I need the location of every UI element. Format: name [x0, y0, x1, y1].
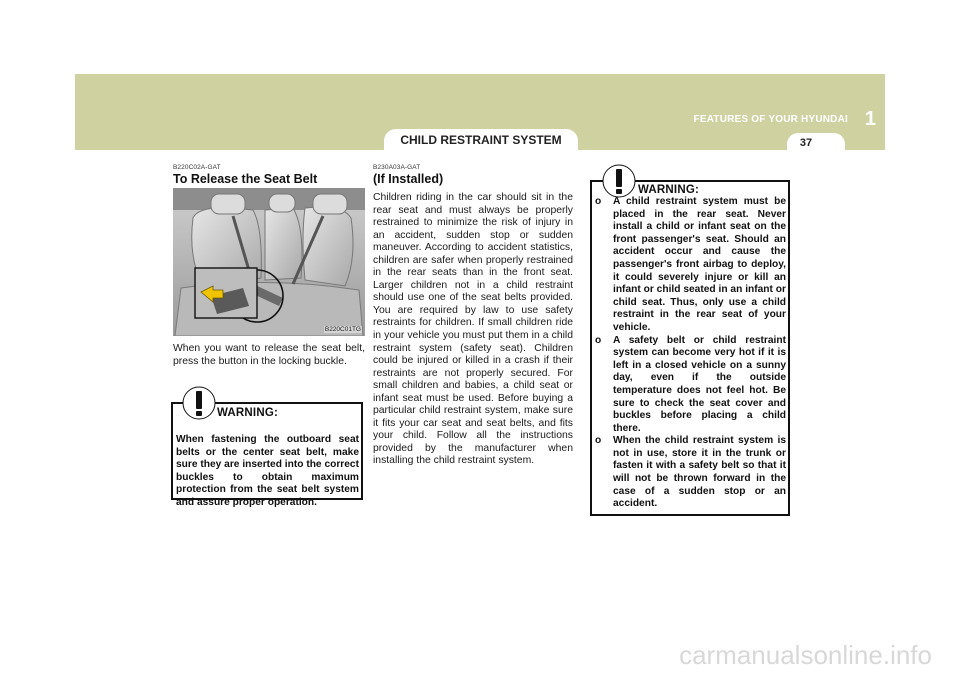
section-code: B220C02A-GAT [173, 164, 221, 171]
watermark [0, 640, 960, 671]
chapter-number: 1 [864, 108, 876, 130]
chapter-title: FEATURES OF YOUR HYUNDAI [693, 114, 848, 125]
right-warning-label: WARNING: [638, 184, 700, 196]
left-warning-text: When fastening the outboard seat belts or the center seat belt, make sure they are inserted into the correct buckles to obtain maximum protection from the seat belt system and assure proper operation. [176, 434, 359, 508]
image-code: B220C01TG [324, 326, 361, 333]
bullet: o [595, 196, 602, 207]
section-code: B230A03A-GAT [373, 164, 421, 171]
exclamation-icon [182, 386, 216, 420]
warning-list-item [595, 196, 786, 335]
child-restraint-text: Children riding in the car should sit in the rear seat and must always be properly restrained to minimize the risk of injury in an accident, sudden stop or sudden maneuver. According to accident statistics, children are safer when properly restrained in the rear seats than in the front seat. Larger children not in a child restraint should use one of the seat belts provided. You are required by law to use safety restraints for children. If small children ride in your vehicle you must put them in a child restraint system (safety seat). Children could be injured or killed in a crash if their restraints are not properly secured. For small children and babies, a child seat or infant seat must be used. Before buying a particular child restraint system, make sure it fits your car seat and seat belts, and fits your child. Follow all the instructions provided by the manufacturer when installing the child restraint system. [373, 192, 573, 467]
left-warning-label: WARNING: [217, 407, 279, 419]
middle-column-header [373, 164, 573, 186]
bullet: o [595, 435, 602, 447]
watermark-text: carmanualsonline.info [679, 640, 932, 670]
section-heading: To Release the Seat Belt [173, 172, 318, 186]
right-warning-list [595, 196, 786, 511]
section-title: CHILD RESTRAINT SYSTEM [400, 133, 562, 147]
release-instructions: When you want to release the seat belt, press the button in the locking buckle. [173, 343, 365, 367]
warning-item-text: A safety belt or child restraint system can become very hot if it is left in a closed vehicle on a sunny day, even if the outside temperature does not feel hot. Be sure to check the seat cover and buckles before placing a child there. [613, 334, 786, 434]
exclamation-icon [602, 164, 636, 198]
warning-list-item [595, 335, 786, 436]
warning-list-item [595, 435, 786, 511]
warning-item-text: A child restraint system must be placed in the rear seat. Never install a child or infant seat on the front passenger's seat. Should an accident occur and cause the passenger's front airbag to deploy, it could severely injure or kill an infant or child seated in an infant or child seat. Thus, only use a child restraint in the rear seat of your vehicle. [613, 196, 786, 333]
section-heading: (If Installed) [373, 172, 444, 186]
warning-item-text: When the child restraint system is not in use, store it in the trunk or fasten it with a safety belt so that it will not be thrown forward in the case of a sudden stop or an accident. [613, 435, 786, 510]
seat-belt-buckle-photo [173, 188, 365, 336]
rear-seat-illustration [173, 188, 365, 336]
bullet: o [595, 334, 602, 346]
page-number: 37 [799, 137, 813, 149]
left-column-header [173, 164, 365, 186]
